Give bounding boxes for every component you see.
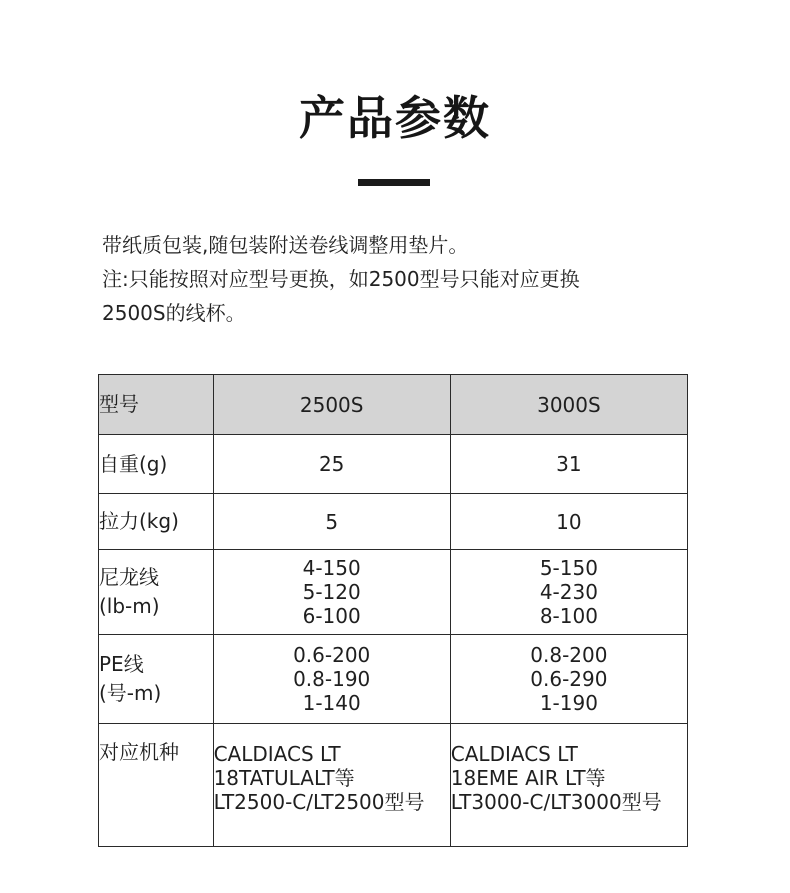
pe-3000s bbox=[450, 635, 687, 724]
nylon-2500s-value: 5-120 bbox=[302, 580, 361, 604]
weight-3000s: 31 bbox=[450, 435, 687, 494]
nylon-label-unit: (lb-m) bbox=[99, 594, 160, 618]
nylon-label bbox=[99, 550, 214, 635]
compat-label: 对应机种 bbox=[99, 724, 214, 847]
nylon-3000s-value: 4-230 bbox=[539, 580, 598, 604]
note-line: 2500S的线杯。 bbox=[102, 301, 246, 325]
weight-2500s: 25 bbox=[213, 435, 450, 494]
nylon-2500s-value: 4-150 bbox=[302, 556, 361, 580]
drag-3000s: 10 bbox=[450, 494, 687, 550]
table-header-row bbox=[99, 375, 688, 435]
table-row-compatible-models bbox=[99, 724, 688, 847]
page-title: 产品参数 bbox=[299, 91, 491, 145]
header-model-2500s: 2500S bbox=[213, 375, 450, 435]
compat-2500s-line: 18TATULALT等 bbox=[213, 766, 355, 790]
nylon-3000s bbox=[450, 550, 687, 635]
weight-label: 自重(g) bbox=[99, 435, 214, 494]
compat-3000s bbox=[450, 724, 687, 847]
spec-table bbox=[98, 374, 688, 847]
table-row-nylon bbox=[99, 550, 688, 635]
nylon-2500s-value: 6-100 bbox=[302, 604, 361, 628]
pe-2500s-value: 0.8-190 bbox=[293, 667, 371, 691]
notes-block bbox=[102, 228, 722, 330]
drag-label: 拉力(kg) bbox=[99, 494, 214, 550]
table-row-drag bbox=[99, 494, 688, 550]
pe-3000s-value: 1-190 bbox=[539, 691, 598, 715]
nylon-label-line: 尼龙线 bbox=[99, 565, 159, 589]
table-row-weight bbox=[99, 435, 688, 494]
note-line: 注:只能按照对应型号更换，如2500型号只能对应更换 bbox=[102, 267, 580, 291]
table-row-pe bbox=[99, 635, 688, 724]
compat-3000s-line: 18EME AIR LT等 bbox=[450, 766, 606, 790]
compat-2500s bbox=[213, 724, 450, 847]
pe-2500s-value: 0.6-200 bbox=[293, 643, 371, 667]
pe-2500s bbox=[213, 635, 450, 724]
pe-3000s-value: 0.8-200 bbox=[530, 643, 608, 667]
compat-2500s-line: CALDIACS LT bbox=[213, 742, 341, 766]
nylon-3000s-value: 8-100 bbox=[539, 604, 598, 628]
note-line: 带纸质包装,随包装附送卷线调整用垫片。 bbox=[102, 233, 469, 257]
compat-3000s-line: CALDIACS LT bbox=[450, 742, 578, 766]
compat-3000s-line: LT3000-C/LT3000型号 bbox=[450, 790, 662, 814]
nylon-3000s-value: 5-150 bbox=[539, 556, 598, 580]
drag-2500s: 5 bbox=[213, 494, 450, 550]
nylon-2500s bbox=[213, 550, 450, 635]
pe-3000s-value: 0.6-290 bbox=[530, 667, 608, 691]
pe-label-unit: (号-m) bbox=[99, 681, 162, 705]
compat-2500s-line: LT2500-C/LT2500型号 bbox=[213, 790, 425, 814]
header-model-3000s: 3000S bbox=[450, 375, 687, 435]
title-underline-bar bbox=[358, 179, 430, 186]
pe-label bbox=[99, 635, 214, 724]
pe-2500s-value: 1-140 bbox=[302, 691, 361, 715]
pe-label-line: PE线 bbox=[99, 652, 144, 676]
header-model-label: 型号 bbox=[99, 375, 214, 435]
